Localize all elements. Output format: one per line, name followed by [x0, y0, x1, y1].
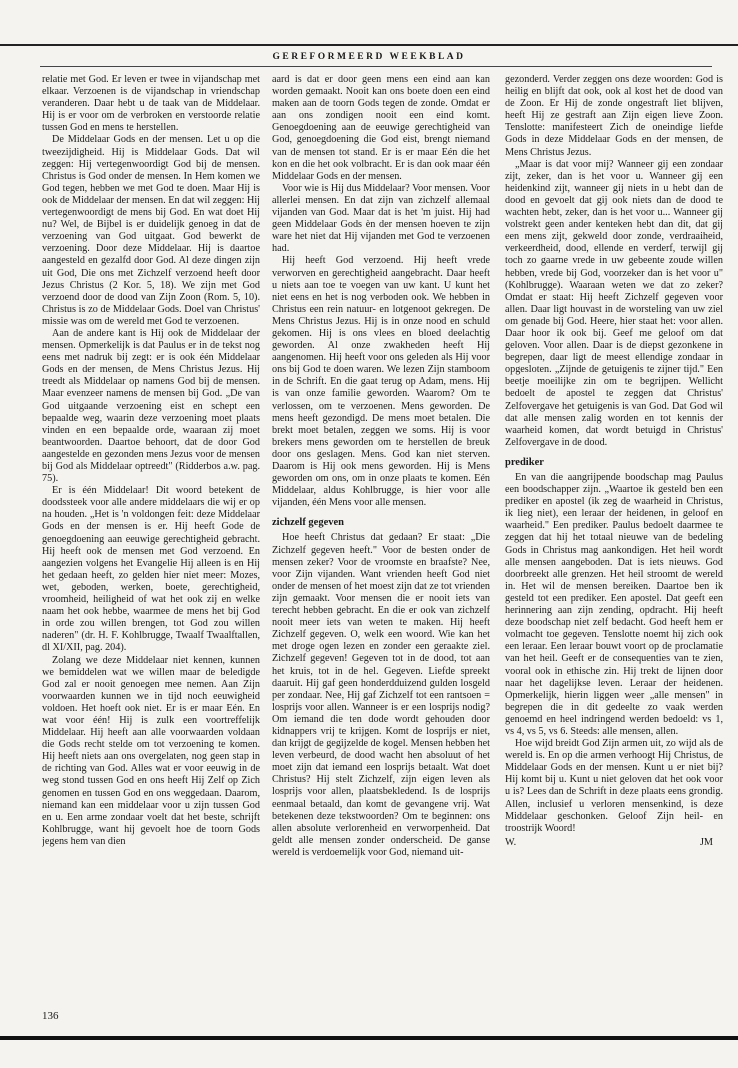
paragraph: Zolang we deze Middelaar niet kennen, kunnen we bemiddelen wat we willen maar de beledigde God zal er nooit genoegen mee nemen. Aan Zijn voorwaarden kunnen we in tijd noch eeuwigheid voldoen. Het hoeft ook niet. Er is er maar Eén. En wat voor één! Hij is zulk een voortreffelijk Middelaar. Hij heeft aan alle voorwaarden voldaan die Gods recht stelde om tot verzoening te komen. Hij heeft niets aan ons overgelaten, nog geen stap in de richting van God. Alles wat er voor eeuwig in de weg stond tussen God en ons heeft Hij Zelf op Zich genomen en tussen God en ons weggedaan. Daarom, niemand kan een middelaar voor u zijn tussen God en u. Een arme zondaar voelt dat het beste, schrijft Kohlbrugge, want hij gevoelt hoe de toorn Gods jegens hem van dien	[42, 654, 260, 847]
article-column-3	[505, 74, 723, 934]
paragraph: gezonderd. Verder zeggen ons deze woorden: God is heilig en blijft dat ook, ook al kost het de dood van de Zoon. Er Hij de zonde ongestraft liet blijven, heeft Hij ze gestraft aan Zijn eigen lieve Zoon. Tenslotte: manifesteert Zich de oneindige liefde Gods in deze Middelaar Gods en der mensen, de Mens Christus Jezus.	[505, 74, 723, 158]
paragraph: Hij heeft God verzoend. Hij heeft vrede verworven en gerechtigheid aangebracht. Daar heeft u niets aan toe te voegen van uw kant. U kunt het niet eens en het is nog verboden ook. We hebben in Christus een rein natuur- en lotgenoot gekregen. De Mens Christus Jezus. Hij is in onze nood en schuld gekomen. Hij is ons vlees en bloed deelachtig geworden. Al onze zwakheden heeft Hij aangenomen. Hij heeft voor ons geleden als Hij voor ons bij God te doen waren. We lezen Zijn stamboom in de Schrift. En die gaat terug op Adam, mens. Hij is van onze familie geworden. Waarom? Om te verlossen, om te verzoenen. Mens geworden. De mens heeft gezondigd. De mens moet betalen. Die brekt moet betalen, zeggen we soms. Hij is voor brekers mens geworden om te herstellen de breuk door ons geslagen. Mens. God kan niet sterven. Daarom is Hij ook mens geworden. Hij is Mens geworden om ons, om in onze plaats te komen. Eén Middelaar, aldus Kohlbrugge, is hier voor alle vijanden, één Mens voor alle mensen.	[272, 255, 490, 509]
paragraph: Aan de andere kant is Hij ook de Middelaar der mensen. Opmerkelijk is dat Paulus er in de tekst nog eens met nadruk bij zegt: er is ook één Middelaar Gods en der mensen, de Mens Christus Jezus. Hij treedt als Middelaar op namens God bij de mensen. Maar evenzeer namens de mensen bij God. „De van God uitgaande verzoening eist en schept een bepaalde weg, waarin deze verzoening moet plaats vinden en een bepaalde orde, waaraan zij moet beantwoorden. Daartoe behoort, dat de door God aangestelde en gezonden mens Jezus voor de mensen bij God als Middelaar optreedt" (Ridderbos a.w. pag. 75).	[42, 327, 260, 485]
section-heading: zichzelf gegeven	[272, 517, 345, 529]
paragraph: En van die aangrijpende boodschap mag Paulus een boodschapper zijn. „Waartoe ik gesteld ben een prediker en apostel (ik zeg de waarheid in Christus, ik lieg niet), een leraar der heidenen, in geloof en waarheid." Een prediker. Paulus bedoelt daarmee te zeggen dat hij het totaal nieuwe van de bedeling Gods in Christus mag aankondigen. Het heil wordt alle mensen aangeboden. Dat is iets nieuws. God doorbreekt alle grenzen. Het heil stroomt de wereld in. Het wil de mensen bereiken. Daartoe ben ik gesteld tot een prediker. Een apostel. Dat geeft een herinnering aan zijn zending, opdracht. Hij heeft deze boodschap niet zelf bedacht. God heeft hem er volmacht toe gegeven. Tenslotte noemt hij zich ook een leraar. Een leraar bouwt voort op de proclamatie van het heil. Geeft er de consequenties van te zien, vooral ook in ethische zin. Hij trekt de lijnen door naar het dagelijkse leven. Leraar der heidenen. Opmerkelijk, hierin liggen weer „alle mensen" in begrepen die in dit gedeelte zo vaak werden genoemd en heel indringend werden bedoeld: vs 1, vs 4, vs 5, vs 6. Steeds: alle mensen, allen.	[505, 472, 723, 737]
paragraph: Hoe heeft Christus dat gedaan? Er staat: „Die Zichzelf gegeven heeft." Voor de besten onder de mensen zeker? Voor de vroomste en braafste? Nee, voor Zijn vijanden. Want vrienden heeft God niet onder de mensen of het moest zijn dat ze tot vrienden zijn gemaakt. Voor mensen die er nooit iets van terecht hebben gebracht. En die er ook van zichzelf nooit meer iets van weten te maken. Hij heeft Zichzelf gegeven. O, welk een woord. Wie kan het met droge ogen lezen en zonder een geraakte ziel. Zichzelf gegeven! Gegeven tot in de dood, tot aan het kruis, tot in de hel. Gegeven. Liefde spreekt daaruit. Hij gaf geen honderdduizend gulden losgeld per zondaar. Nee, Hij gaf Zichzelf tot een rantsoen = losprijs voor allen. Wanneer is er een losprijs nodig? Om iemand die ten dode wordt gehouden door kidnappers vrij te krijgen. Komt de losprijs er niet, dan krijgt de gegijzelde de kogel. Mensen hebben het leven verbeurd, de dood wacht hen absoluut of het moet zijn dat iemand een losprijs betaalt. Wat doet Christus? Hij stelt Zichzelf, zijn eigen leven als losprijs voor allen, plaatsbekledend. Is de losprijs eenmaal betaald, dan komt de gevangene vrij. Wat betekenen deze tekstwoorden? Om te beginnen: ons allen absolute verlorenheid en verworpenheid. Dat geldt alle mensen zonder onderscheid. De ganse wereld is verdoemelijk voor God, niemand uit-	[272, 532, 490, 858]
paragraph: Hoe wijd breidt God Zijn armen uit, zo wijd als de wereld is. En op die armen verhoogt Hij Christus, de Middelaar Gods en der mensen. Kunt u er niet bij? Hij komt bij u. Kunt u niet geloven dat het ook voor u is? Lees dan de Schrift in deze plaats eens grondig. Allen, inclusief u verloren mensenkind, is deze Middelaar geschonken. Geloof Zijn heil- en troostrijk Woord!	[505, 738, 723, 834]
signature-left: W.	[505, 836, 517, 848]
bottom-rule	[0, 1036, 738, 1040]
running-head: GEREFORMEERD WEEKBLAD	[272, 52, 466, 62]
author-initials: JM	[699, 836, 713, 848]
header-rule	[40, 66, 712, 67]
signature-line	[505, 837, 723, 849]
section-heading: prediker	[505, 456, 544, 468]
article-column-2	[272, 74, 490, 934]
paragraph: De Middelaar Gods en der mensen. Let u op die tweezijdigheid. Hij is Middelaar Gods. Dat wil zeggen: Hij vertegenwoordigt God bij de mensen. Christus is God onder de mensen. In Hem komen we God tegen, hebben we met God te doen. Maar Hij is ook de Middelaar der mensen. En dat wil zeggen: Hij vertegenwoordigt de mens bij God. En wat doet Hij nu? Wel, de Bijbel is er duidelijk genoeg in dat de verzoening van God uitgaat. God bewerkt de verzoening. Door deze Middelaar. Hij is daartoe aangesteld en gezalfd door God. Al deze dingen zijn uit God, Die ons met Zichzelf verzoend heeft door Jezus Christus (2 Kor. 5, 18). We zijn met God verzoend door de dood van Zijn Zoon (Rom. 5, 10). Christus is zo de Middelaar Gods. Doel van Christus' missie was om de wereld met God te verzoenen.	[42, 134, 260, 327]
paragraph: aard is dat er door geen mens een eind aan kan worden gemaakt. Nooit kan ons boete doen een eind maken aan de toorn Gods tegen de zonde. Omdat er aan ons zondigen nooit een eind komt. Genoegdoening aan de eeuwige gerechtigheid van God, genoegdoening die God eist, brengt niemand van de mensen tot stand. Er is er maar Eén die het kon en die het ook volbracht. Er is dan ook maar één Middelaar Gods en der mensen.	[272, 74, 490, 182]
paragraph: Voor wie is Hij dus Middelaar? Voor mensen. Voor allerlei mensen. En dat zijn van zichzelf allemaal vijanden van God. Maar dat is het 'm juist. Hij had geen Middelaar Gods èn der mensen hoeven te zijn ware het niet dat Hij vijanden met God te verzoenen had.	[272, 182, 490, 255]
article-column-1	[42, 74, 260, 934]
top-rule	[0, 44, 738, 46]
paragraph: relatie met God. Er leven er twee in vijandschap met elkaar. Verzoenen is de vijandschap in vriendschap veranderen. Daar hebt u de taak van de Middelaar. Hij is er voor om de verbroken en verstoorde relatie tussen God en mens te herstellen.	[42, 74, 260, 134]
paragraph: Er is één Middelaar! Dit woord betekent de doodssteek voor alle andere middelaars die wij er op na houden. „Het is 'n voldongen feit: deze Middelaar Gods en der mensen is er. Hij heeft Gode de genoegdoening aan eeuwige gerechtigheid gebracht. Hij heeft ook de mensen met God verzoend. En aangezien volgens het Evangelie Hij alleen is en Hij het gedaan heeft, zo gelden hier niet meer: Mozes, wet, geboden, werken, boete, gerechtigheid, vroomheid, heiligheid of wat het ook zij en welke naam het ook hebbe, waarmee de mens het bij God in orde zou willen brengen, tot God zou willen naderen" (dr. H. F. Kohlbrugge, Twaalf Twaalftallen, dl XI/XII, pag. 204).	[42, 485, 260, 654]
paragraph: „Maar is dat voor mij? Wanneer gij een zondaar zijt, zeker, dan is het voor u. Wanneer gij een heidenkind zijt, wanneer gij niets in u hebt dan de dood en gevoelt dat gij ook niets dan de dood te wachten hebt, zeker, dan is het voor u... Wanneer gij volstrekt geen ander kenteken hebt dan dit, dat gij een mens zijt, gekweld door zonde, verdraaiheid, verkeerdheid, dood, ellende en verderf, terwijl gij toch zo gaarne vrede in uw gebeente zoude willen hebben, vrede bij God, voorzeker dan is het voor u" (Kohlbrugge). Waaraan weten we dat zo zeker? Omdat er staat: Hij heeft Zichzelf gegeven voor allen. Daar ligt houvast in de worsteling van uw ziel om genade bij God. Heere, hier staat het: voor allen. Daar hoor ik ook bij. Geef me geloof om dat geloven. Voor allen. Daar is de diepst gezonkene in begrepen, daar ligt de meest ellendige zondaar in opgesloten. „Zijnde de getuigenis te zijner tijd." Een beetje moeilijke zin om te begrijpen. Wellicht bedoelt de apostel te zeggen dat Christus' Zelfovergave het getuigenis is van God. Dat God wil dat alle mensen zalig worden en tot kennis der waarheid komen, dat wordt betuigd in Christus' Zelfovergave in de dood.	[505, 158, 723, 448]
page-number: 136	[42, 1010, 59, 1022]
